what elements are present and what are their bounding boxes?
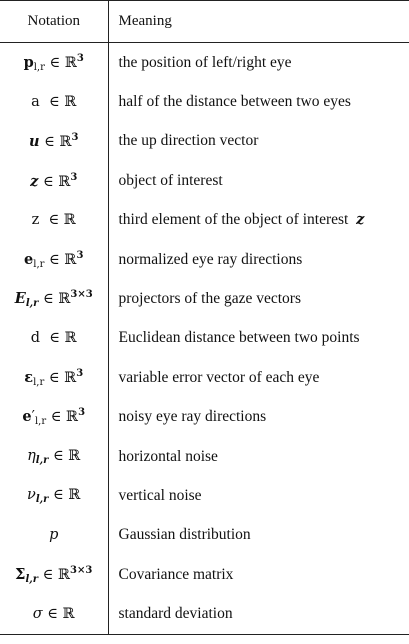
table-row bbox=[0, 43, 409, 83]
meaning-symbol-z: z bbox=[356, 211, 365, 229]
table-header-row bbox=[0, 1, 409, 43]
table-row bbox=[0, 476, 409, 515]
meaning-header: Meaning bbox=[108, 1, 409, 43]
notation-cell-sigma-matrix: $\Sigma_{l,r}$ ∈ ℝ$^{3\times 3}$ bbox=[0, 555, 108, 594]
notation-cell-E: $E_{l,r}$ ∈ ℝ$^{3\times 3}$ bbox=[0, 279, 108, 318]
notation-cell-p-gaussian: p bbox=[0, 516, 108, 555]
table-row bbox=[0, 161, 409, 200]
notation-cell-p: $p_{l,r}$ ∈ ℝ$^3$ bbox=[0, 43, 108, 83]
table-row bbox=[0, 398, 409, 437]
table-row bbox=[0, 555, 409, 594]
table-row bbox=[0, 240, 409, 279]
meaning-cell: the position of left/right eye bbox=[118, 53, 292, 71]
table-row bbox=[0, 319, 409, 358]
meaning-text: third element of the object of interest bbox=[118, 211, 349, 229]
table-row bbox=[0, 437, 409, 476]
meaning-cell: noisy eye ray directions bbox=[118, 408, 267, 426]
table-row bbox=[0, 201, 409, 240]
meaning-cell bbox=[108, 201, 409, 240]
notation-cell-d: d ∈ ℝ bbox=[0, 319, 108, 358]
notation-cell-eta: $\eta_{l,r}$ ∈ ℝ bbox=[0, 437, 108, 476]
meaning-cell: Covariance matrix bbox=[118, 565, 234, 583]
meaning-cell: half of the distance between two eyes bbox=[118, 93, 351, 111]
meaning-cell: normalized eye ray directions bbox=[118, 250, 303, 268]
meaning-cell: Euclidean distance between two points bbox=[118, 329, 360, 347]
meaning-cell: object of interest bbox=[118, 171, 223, 189]
notation-cell-nu: $\nu_{l,r}$ ∈ ℝ bbox=[0, 476, 108, 515]
table-row bbox=[0, 516, 409, 555]
notation-cell-u: u ∈ ℝ$^3$ bbox=[0, 122, 108, 161]
meaning-cell: horizontal noise bbox=[118, 447, 218, 465]
table-row bbox=[0, 358, 409, 397]
table-row bbox=[0, 122, 409, 161]
table-row bbox=[0, 594, 409, 634]
meaning-cell: vertical noise bbox=[118, 486, 202, 504]
notation-cell-z-scalar: z ∈ ℝ bbox=[0, 201, 108, 240]
notation-cell-epsilon: $\varepsilon_{l,r}$ ∈ ℝ$^3$ bbox=[0, 358, 108, 397]
table-row bbox=[0, 279, 409, 318]
meaning-cell: the up direction vector bbox=[118, 132, 259, 150]
notation-cell-e-prime: $e'_{l,r}$ ∈ ℝ$^3$ bbox=[0, 398, 108, 437]
notation-cell-sigma: σ ∈ ℝ bbox=[0, 594, 108, 634]
meaning-cell: variable error vector of each eye bbox=[118, 368, 320, 386]
notation-cell-e: $e_{l,r}$ ∈ ℝ$^3$ bbox=[0, 240, 108, 279]
notation-header: Notation bbox=[0, 1, 108, 43]
meaning-cell: standard deviation bbox=[108, 594, 409, 634]
notation-cell-a: a ∈ ℝ bbox=[0, 82, 108, 121]
table-row bbox=[0, 82, 409, 121]
notation-cell-z-vector: z ∈ ℝ$^3$ bbox=[0, 161, 108, 200]
meaning-cell: projectors of the gaze vectors bbox=[118, 290, 301, 308]
meaning-cell: Gaussian distribution bbox=[118, 526, 251, 544]
